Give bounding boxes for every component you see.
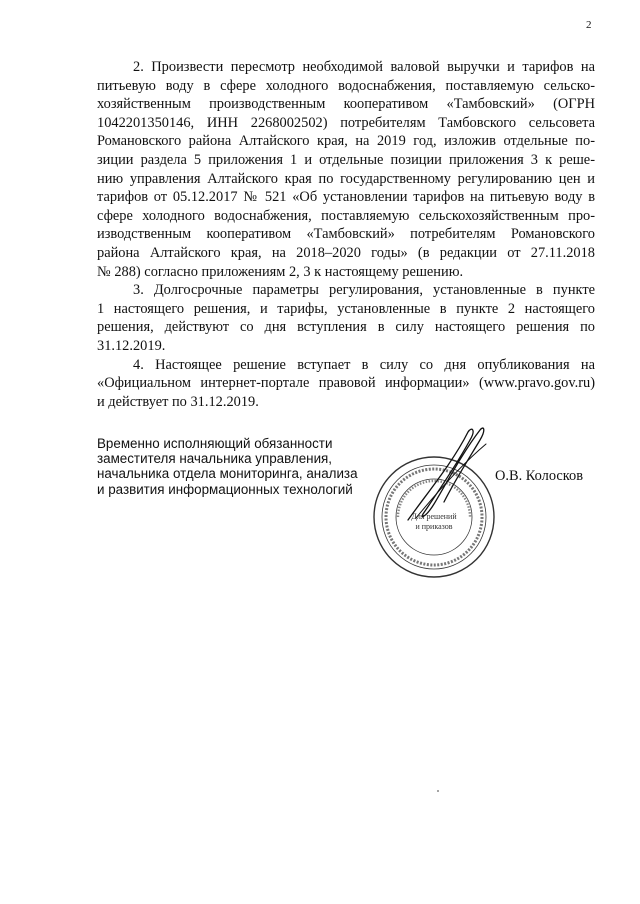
- paragraph-4: [97, 356, 595, 412]
- paragraph-line: 31.12.2019.: [97, 337, 166, 354]
- paragraph-line: сфере холодного водоснабжения, поставляемую сельскохозяйственным про-: [97, 207, 595, 224]
- paragraph-line: изводственным кооперативом «Тамбовский» потребителям Романовского: [97, 226, 595, 243]
- paragraph-line: 4. Настоящее решение вступает в силу со дня опубликования на: [133, 356, 595, 373]
- signer-title-line: заместителя начальника управления,: [97, 451, 333, 467]
- paragraph-line: 1 настоящего решения, и тарифы, установленные в пункте 2 настоящего: [97, 300, 595, 317]
- paragraph-2: [97, 58, 595, 281]
- document-body: [97, 58, 595, 411]
- paragraph-line: 2. Произвести пересмотр необходимой валовой выручки и тарифов на: [133, 59, 595, 75]
- paragraph-line: № 288) согласно приложениям 2, 3 к настоящему решению.: [97, 263, 464, 280]
- signer-title: [97, 436, 367, 497]
- paragraph-line: хозяйственным производственным кооперативом «Тамбовский» (ОГРН: [97, 96, 595, 113]
- paragraph-line: и действует по 31.12.2019.: [97, 393, 259, 410]
- signer-title-line: Временно исполняющий обязанности: [97, 436, 333, 451]
- signer-title-line: начальника отдела мониторинга, анализа: [97, 466, 358, 482]
- paragraph-line: решения, действуют со дня вступления в силу настоящего решения по: [97, 319, 595, 336]
- page-number: 2: [586, 19, 592, 31]
- paragraph-line: «Официальном интернет-портале правовой информации» (www.pravo.gov.ru): [97, 375, 595, 392]
- signer-name: О.В. Колосков: [495, 468, 584, 484]
- scan-speck: [437, 790, 439, 792]
- paragraph-line: нию управления Алтайского края по государственному регулированию цен и: [97, 170, 595, 187]
- paragraph-line: 3. Долгосрочные параметры регулирования, установленные в пункте: [133, 282, 595, 299]
- official-stamp: [368, 422, 500, 582]
- paragraph-line: Романовского района Алтайского края, на 2019 год, изложив отдельные по-: [97, 133, 595, 150]
- stamp-inner-text: Для решений: [411, 512, 457, 521]
- paragraph-line: питьевую воду в сфере холодного водоснабжения, поставляемую сельско-: [97, 77, 595, 94]
- handwritten-signature: [408, 428, 486, 520]
- stamp-inner-text: и приказов: [415, 522, 453, 531]
- paragraph-line: района Алтайского края, на 2018–2020 годы» (в редакции от 27.11.2018: [97, 244, 595, 261]
- paragraph-3: [97, 281, 595, 355]
- paragraph-line: 1042201350146, ИНН 2268002502) потребителям Тамбовского сельсовета: [97, 114, 595, 131]
- signer-title-line: и развития информационных технологий: [97, 481, 353, 497]
- paragraph-line: тарифов от 05.12.2017 № 521 «Об установлении тарифов на питьевую воду в: [97, 189, 595, 206]
- paragraph-line: зиции раздела 5 приложения 1 и отдельные позиции приложения 3 к реше-: [97, 151, 595, 168]
